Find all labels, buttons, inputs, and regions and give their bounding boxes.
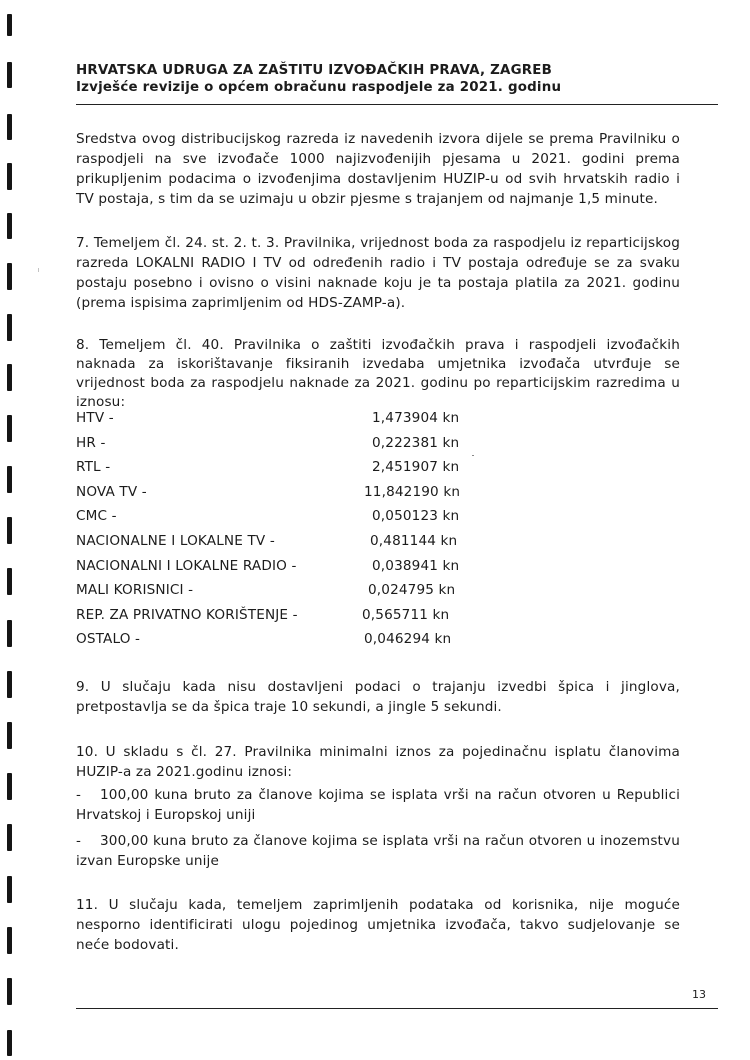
rate-value: 0,024795 kn <box>368 582 456 599</box>
intro-paragraph: Sredstva ovog distribucijskog razreda iz navedenih izvora dijele se prema Pravilniku o raspodjeli na sve izvođače 1000 najizvođenijih pjesama u 2021. godini prema prikupljenim podacima o izvođenjima dostavljenim HUZIP-u od svih hrvatskih radio i TV postaja, s tim da se uzimaju u obzir pjesme s trajanjem od najmanje 1,5 minute. <box>76 131 680 207</box>
document-header <box>76 62 716 96</box>
rate-label: RTL - <box>76 459 111 476</box>
bullet-dash: - <box>76 787 82 803</box>
rate-value: 1,473904 kn <box>372 410 460 426</box>
rate-label: NACIONALNI I LOKALNE RADIO - <box>76 557 297 574</box>
rate-row <box>76 482 680 507</box>
rate-value: 0,222381 kn <box>372 434 460 451</box>
item-10-paragraph: 10. U skladu s čl. 27. Pravilnika minimalni iznos za pojedinačnu isplatu članovima HUZIP-a za 2021.godinu iznosi: <box>76 744 680 780</box>
item-7-paragraph: 7. Temeljem čl. 24. st. 2. t. 3. Pravilnika, vrijednost boda za raspodjelu iz reparticijskog razreda LOKALNI RADIO I TV od određenih radio i TV postaja određuje se za svaku postaju posebno i ovisno o visini naknade koju je ta postaja platila za 2021. godinu (prema ispisima zaprimljenim od HDS-ZAMP-a). <box>76 235 680 311</box>
rate-row <box>76 605 680 630</box>
header-rule <box>76 104 718 105</box>
rate-label: REP. ZA PRIVATNO KORIŠTENJE - <box>76 606 298 623</box>
report-title: Izvješće revizije o općem obračunu raspodjele za 2021. godinu <box>76 80 562 95</box>
rate-row <box>76 556 680 581</box>
item-9-paragraph: 9. U slučaju kada nisu dostavljeni podaci o trajanju izvedbi špica i jinglova, pretpostavlja se da špica traje 10 sekundi, a jingle 5 sekundi. <box>76 679 680 715</box>
rate-row <box>76 531 680 556</box>
rate-value: 11,842190 kn <box>364 483 461 500</box>
bullet-text: 300,00 kuna bruto za članove kojima se isplata vrši na račun otvoren u inozemstvu izvan Europske unije <box>76 833 680 869</box>
rate-label: OSTALO - <box>76 631 141 648</box>
scan-speck <box>472 455 474 456</box>
punch-hole-marks <box>0 0 20 1060</box>
rate-value: 0,565711 kn <box>362 606 450 623</box>
rate-value: 0,038941 kn <box>372 557 460 574</box>
rate-row <box>76 457 680 482</box>
rate-row <box>76 408 680 433</box>
rate-label: CMC - <box>76 508 117 525</box>
rate-label: HR - <box>76 434 106 451</box>
bullet-dash: - <box>76 833 82 849</box>
footer-rule <box>76 1008 718 1009</box>
page-number: 13 <box>692 988 706 1001</box>
bullet-text: 100,00 kuna bruto za članove kojima se isplata vrši na račun otvoren u Republici Hrvatskoj i Europskoj uniji <box>76 787 680 823</box>
item-8-paragraph: 8. Temeljem čl. 40. Pravilnika o zaštiti izvođačkih prava i raspodjeli izvođačkih naknada za iskorištavanje fiksiranih izvedaba umjetnika izvođača utvrđuje se vrijednost boda za raspodjelu naknade za 2021. godinu po reparticijskim razredima u iznosu: <box>76 337 680 410</box>
list-item <box>76 785 680 825</box>
rate-row <box>76 506 680 531</box>
rate-label: NOVA TV - <box>76 483 147 500</box>
rate-value: 0,050123 kn <box>372 508 460 525</box>
rate-value: 2,451907 kn <box>372 459 460 476</box>
point-value-list <box>76 408 680 654</box>
rate-row <box>76 580 680 605</box>
item-11-paragraph: 11. U slučaju kada, temeljem zaprimljenih podataka od korisnika, nije moguće nesporno identificirati ulogu pojedinog umjetnika izvođača, takvo sudjelovanje se neće bodovati. <box>76 897 680 953</box>
rate-value: 0,481144 kn <box>370 532 458 549</box>
rate-label: MALI KORISNICI - <box>76 582 194 599</box>
rate-row <box>76 433 680 458</box>
rate-row <box>76 629 680 654</box>
scan-speck <box>38 268 39 272</box>
list-item <box>76 831 680 871</box>
rate-label: NACIONALNE I LOKALNE TV - <box>76 532 275 549</box>
organization-name: HRVATSKA UDRUGA ZA ZAŠTITU IZVOĐAČKIH PRAVA, ZAGREB <box>76 63 553 78</box>
rate-value: 0,046294 kn <box>364 631 452 648</box>
rate-label: HTV - <box>76 410 114 426</box>
